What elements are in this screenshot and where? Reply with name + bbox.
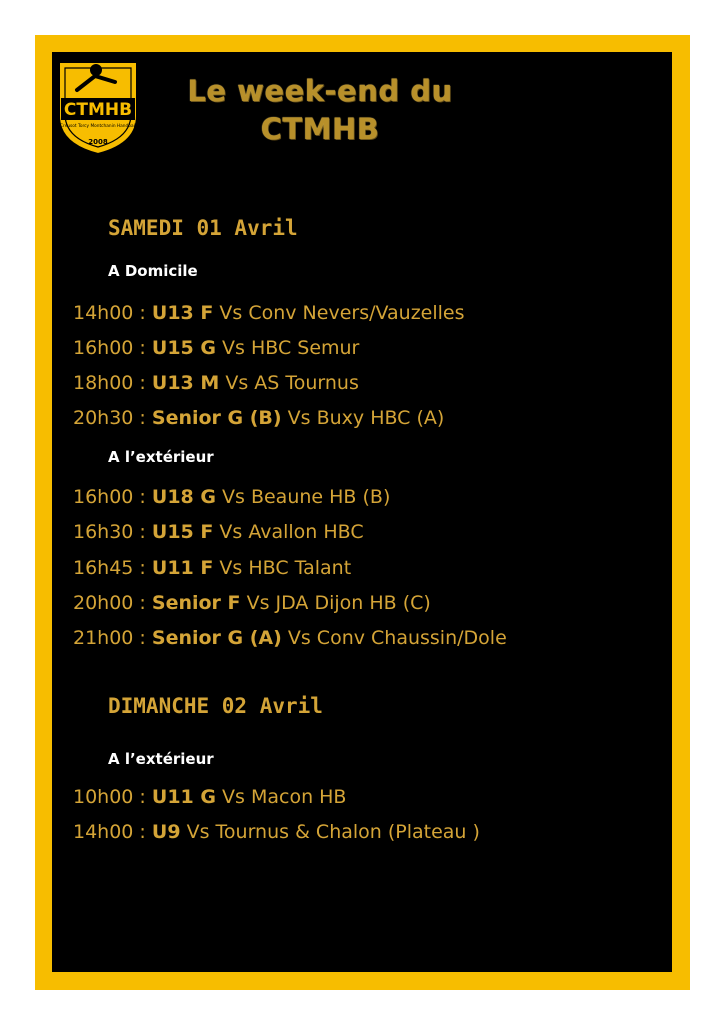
logo-tagline: Creusot Torcy Montchanin Handball bbox=[60, 124, 136, 129]
handball-logo bbox=[55, 58, 141, 156]
match-team: U15 G bbox=[151, 337, 216, 359]
match-row bbox=[73, 557, 351, 579]
match-opponent: Vs HBC Semur bbox=[215, 337, 360, 359]
match-opponent: Vs Tournus & Chalon (Plateau ) bbox=[180, 821, 480, 843]
logo-year: 2008 bbox=[88, 138, 108, 146]
match-team: U9 bbox=[151, 821, 181, 843]
match-time: 20h30 : bbox=[73, 407, 152, 429]
match-row bbox=[73, 592, 431, 614]
match-row bbox=[73, 407, 444, 429]
match-opponent: Vs Buxy HBC (A) bbox=[281, 407, 445, 429]
match-team: U11 F bbox=[151, 557, 214, 579]
match-row bbox=[73, 302, 465, 324]
match-row bbox=[73, 821, 480, 843]
match-opponent: Vs Conv Nevers/Vauzelles bbox=[213, 302, 465, 324]
section-label-away: A l’extérieur bbox=[108, 750, 214, 768]
match-opponent: Vs Beaune HB (B) bbox=[215, 486, 391, 508]
logo-name: CTMHB bbox=[63, 100, 133, 120]
match-time: 10h00 : bbox=[73, 786, 152, 808]
match-opponent: Vs Avallon HBC bbox=[213, 521, 364, 543]
match-opponent: Vs Conv Chaussin/Dole bbox=[281, 627, 507, 649]
match-time: 16h45 : bbox=[73, 557, 152, 579]
page-title bbox=[170, 72, 470, 148]
match-opponent: Vs HBC Talant bbox=[213, 557, 352, 579]
match-team: Senior G (A) bbox=[151, 627, 282, 649]
match-row bbox=[73, 786, 346, 808]
match-team: Senior F bbox=[151, 592, 241, 614]
day-heading-sunday: DIMANCHE 02 Avril bbox=[108, 694, 323, 718]
title-line-1: Le week-end du bbox=[187, 74, 453, 108]
match-opponent: Vs Macon HB bbox=[215, 786, 347, 808]
match-row bbox=[73, 486, 390, 508]
match-time: 16h30 : bbox=[73, 521, 152, 543]
match-time: 20h00 : bbox=[73, 592, 152, 614]
match-team: U13 F bbox=[151, 302, 214, 324]
match-row bbox=[73, 521, 364, 543]
match-team: U18 G bbox=[151, 486, 216, 508]
match-row bbox=[73, 627, 507, 649]
section-label-home: A Domicile bbox=[108, 262, 198, 280]
section-label-away: A l’extérieur bbox=[108, 448, 214, 466]
match-opponent: Vs AS Tournus bbox=[219, 372, 359, 394]
match-time: 21h00 : bbox=[73, 627, 152, 649]
match-team: Senior G (B) bbox=[151, 407, 282, 429]
match-team: U13 M bbox=[151, 372, 220, 394]
match-team: U15 F bbox=[151, 521, 214, 543]
match-row bbox=[73, 337, 359, 359]
match-time: 14h00 : bbox=[73, 302, 152, 324]
match-team: U11 G bbox=[151, 786, 216, 808]
match-opponent: Vs JDA Dijon HB (C) bbox=[240, 592, 431, 614]
match-time: 18h00 : bbox=[73, 372, 152, 394]
match-time: 16h00 : bbox=[73, 337, 152, 359]
match-time: 16h00 : bbox=[73, 486, 152, 508]
title-line-2: CTMHB bbox=[260, 112, 380, 146]
match-row bbox=[73, 372, 359, 394]
day-heading-saturday: SAMEDI 01 Avril bbox=[108, 216, 298, 240]
match-time: 14h00 : bbox=[73, 821, 152, 843]
